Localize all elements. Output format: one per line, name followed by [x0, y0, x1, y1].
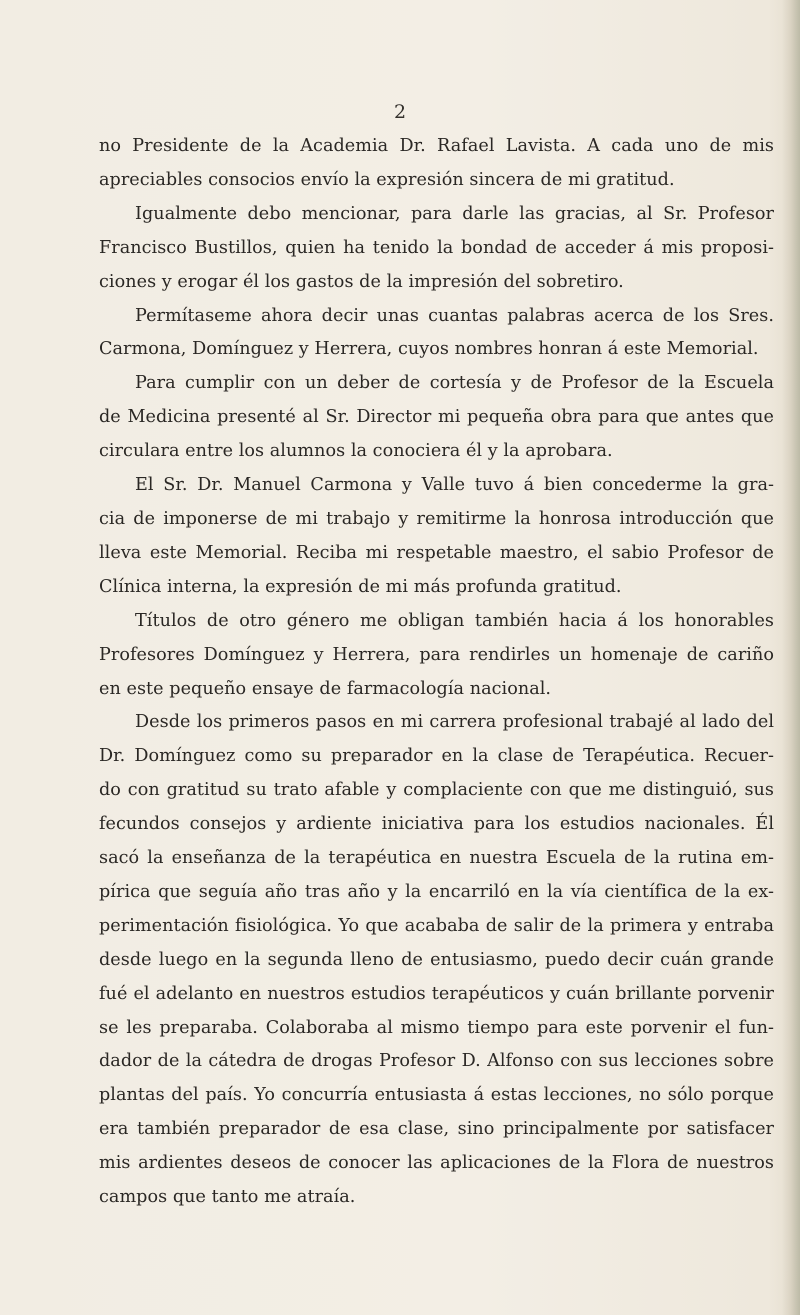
- text-line: en este pequeño ensaye de farmacología nacional.: [99, 678, 552, 699]
- text-line: no Presidente de la Academia Dr. Rafael Lavista. A cada uno de mis: [99, 136, 774, 156]
- text-line: El Sr. Dr. Manuel Carmona y Valle tuvo á bien concederme la gra-: [135, 475, 774, 496]
- text-line: fué el adelanto en nuestros estudios terapéuticos y cuán brillante porvenir: [99, 983, 774, 1004]
- text-line: Desde los primeros pasos en mi carrera profesional trabajé al lado del: [135, 712, 774, 733]
- text-line: Dr. Domínguez como su preparador en la clase de Terapéutica. Recuer-: [99, 746, 774, 767]
- text-line: Carmona, Domínguez y Herrera, cuyos nombres honran á este Memorial.: [99, 339, 759, 360]
- text-line: mis ardientes deseos de conocer las aplicaciones de la Flora de nuestros: [99, 1153, 774, 1174]
- text-line: Igualmente debo mencionar, para darle las gracias, al Sr. Profesor: [135, 203, 774, 224]
- text-line: ciones y erogar él los gastos de la impresión del sobretiro.: [99, 271, 624, 292]
- text-line: Profesores Domínguez y Herrera, para rendirles un homenaje de cariño: [99, 644, 774, 665]
- text-line: lleva este Memorial. Reciba mi respetable maestro, el sabio Profesor de: [99, 542, 774, 563]
- text-line: fecundos consejos y ardiente iniciativa para los estudios nacionales. Él: [99, 814, 774, 835]
- text-line: era también preparador de esa clase, sino principalmente por satisfacer: [99, 1119, 774, 1140]
- text-line: plantas del país. Yo concurría entusiasta á estas lecciones, no sólo porque: [99, 1085, 774, 1106]
- text-line: perimentación fisiológica. Yo que acababa de salir de la primera y entraba: [99, 915, 774, 936]
- text-line: cia de imponerse de mi trabajo y remitirme la honrosa introducción que: [99, 508, 774, 529]
- text-line: sacó la enseñanza de la terapéutica en nuestra Escuela de la rutina em-: [99, 848, 774, 869]
- page-number: 2: [393, 101, 407, 123]
- text-line: do con gratitud su trato afable y complaciente con que me distinguió, sus: [99, 780, 774, 801]
- text-line: Títulos de otro género me obligan también hacia á los honorables: [135, 610, 774, 631]
- text-line: de Medicina presenté al Sr. Director mi pequeña obra para que antes que: [99, 407, 774, 428]
- body-text: [99, 130, 774, 1215]
- text-line: apreciables consocios envío la expresión sincera de mi gratitud.: [99, 169, 675, 190]
- text-line: circulara entre los alumnos la conociera él y la aprobara.: [99, 441, 613, 462]
- text-line: Clínica interna, la expresión de mi más profunda gratitud.: [99, 576, 622, 597]
- text-line: desde luego en la segunda lleno de entusiasmo, puedo decir cuán grande: [99, 949, 774, 970]
- page-edge-shadow: [782, 0, 800, 1315]
- text-line: Permítaseme ahora decir unas cuantas palabras acerca de los Sres.: [135, 305, 774, 326]
- text-line: pírica que seguía año tras año y la encarriló en la vía científica de la ex-: [99, 881, 774, 902]
- text-line: dador de la cátedra de drogas Profesor D. Alfonso con sus lecciones sobre: [99, 1051, 774, 1072]
- text-line: se les preparaba. Colaboraba al mismo tiempo para este porvenir el fun-: [99, 1017, 774, 1038]
- text-line: Para cumplir con un deber de cortesía y de Profesor de la Escuela: [135, 373, 774, 394]
- text-line: Francisco Bustillos, quien ha tenido la bondad de acceder á mis proposi-: [99, 237, 774, 258]
- text-line: campos que tanto me atraía.: [99, 1187, 356, 1208]
